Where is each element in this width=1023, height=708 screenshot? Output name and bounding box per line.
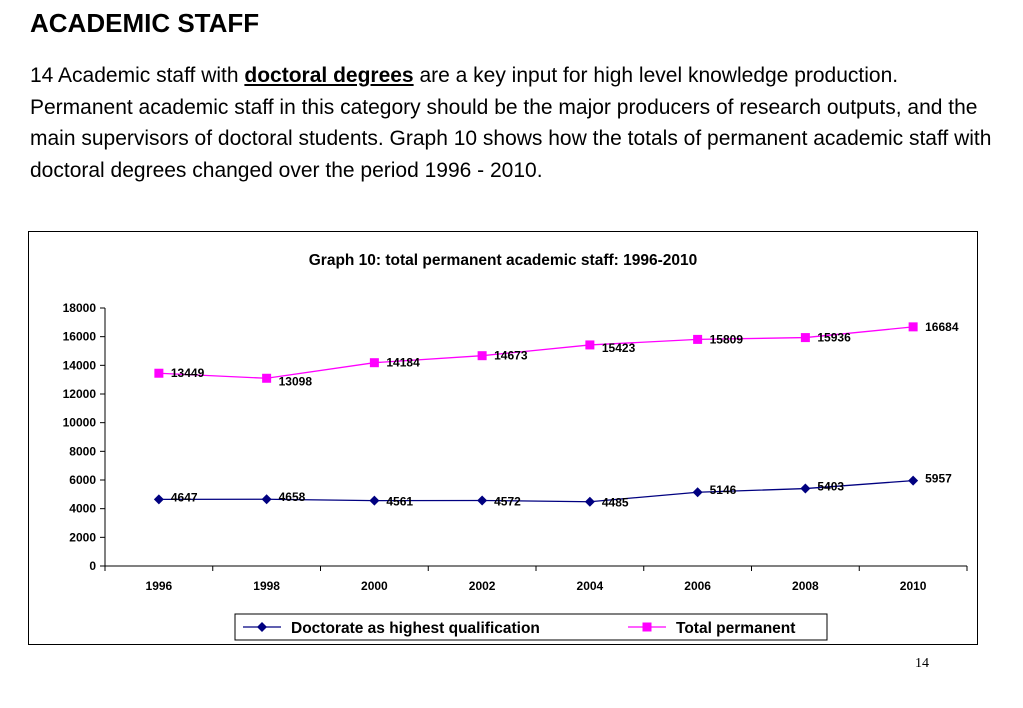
slide-title: ACADEMIC STAFF: [30, 8, 260, 38]
data-point-total: [585, 340, 594, 349]
data-label: 5957: [925, 471, 952, 486]
data-label: 14184: [386, 355, 420, 370]
slide-paragraph: [30, 60, 1005, 186]
data-label: 13098: [278, 374, 312, 389]
data-label: 15809: [709, 332, 743, 347]
chart-frame: [28, 231, 978, 645]
data-label: 16684: [925, 319, 959, 334]
y-tick-label: 14000: [62, 358, 96, 373]
data-label: 5403: [817, 479, 845, 494]
data-point-doctorate: [693, 487, 703, 497]
data-point-total: [154, 369, 163, 378]
data-point-doctorate: [262, 494, 272, 504]
legend-marker-total: [643, 623, 652, 632]
data-point-doctorate: [154, 494, 164, 504]
data-label: 4647: [170, 490, 198, 505]
data-point-total: [370, 358, 379, 367]
data-point-doctorate: [585, 497, 595, 507]
data-point-doctorate: [477, 495, 487, 505]
data-point-total: [478, 351, 487, 360]
y-tick-label: 16000: [62, 329, 96, 344]
data-point-total: [693, 335, 702, 344]
paragraph-prefix: 14 Academic staff with: [30, 64, 245, 87]
data-label: 4561: [386, 494, 414, 509]
y-tick-label: 10000: [62, 415, 96, 430]
x-tick-label: 2008: [792, 579, 819, 593]
x-tick-label: 2006: [684, 579, 711, 593]
y-tick-label: 12000: [62, 387, 96, 401]
data-point-doctorate: [800, 484, 810, 494]
data-label: 4658: [278, 490, 306, 505]
data-label: 15936: [817, 330, 851, 345]
page-number: 14: [915, 656, 929, 671]
data-point-total: [801, 333, 810, 342]
data-point-doctorate: [908, 476, 918, 486]
data-point-total: [262, 374, 271, 383]
x-tick-label: 2004: [576, 579, 604, 593]
data-label: 4572: [494, 494, 521, 509]
data-label: 13449: [170, 366, 205, 381]
y-tick-label: 8000: [69, 444, 96, 459]
y-tick-label: 0: [89, 559, 96, 573]
paragraph-suffix: are a key input for high level knowledge production. Permanent academic staff in this category should be the major producers of research outputs, and the main supervisors of doctoral students. Graph 10 shows how the totals of permanent academic staff with doctoral degrees changed over the period 1996 - 2010.: [30, 64, 992, 182]
data-label: 4485: [601, 495, 629, 510]
legend-label-doctorate: Doctorate as highest qualification: [291, 620, 540, 637]
y-tick-label: 18000: [62, 301, 96, 315]
data-label: 5146: [709, 483, 737, 498]
y-tick-label: 2000: [69, 530, 96, 545]
chart-title: Graph 10: total permanent academic staff: 1996-2010: [308, 252, 698, 269]
series-line-2: [159, 327, 913, 381]
data-point-doctorate: [369, 496, 379, 506]
paragraph-emphasis: doctoral degrees: [244, 64, 414, 87]
x-tick-label: 2000: [361, 579, 388, 593]
data-label: 14673: [494, 348, 528, 363]
data-label: 15423: [601, 340, 636, 355]
data-point-total: [909, 322, 918, 331]
x-tick-label: 1998: [253, 579, 280, 593]
line-chart: [29, 232, 977, 644]
x-tick-label: 2002: [468, 579, 496, 593]
x-tick-label: 1996: [145, 579, 173, 593]
y-tick-label: 6000: [69, 473, 96, 487]
legend-label-total: Total permanent: [676, 620, 796, 637]
x-tick-label: 2010: [899, 579, 927, 593]
y-tick-label: 4000: [69, 501, 96, 516]
